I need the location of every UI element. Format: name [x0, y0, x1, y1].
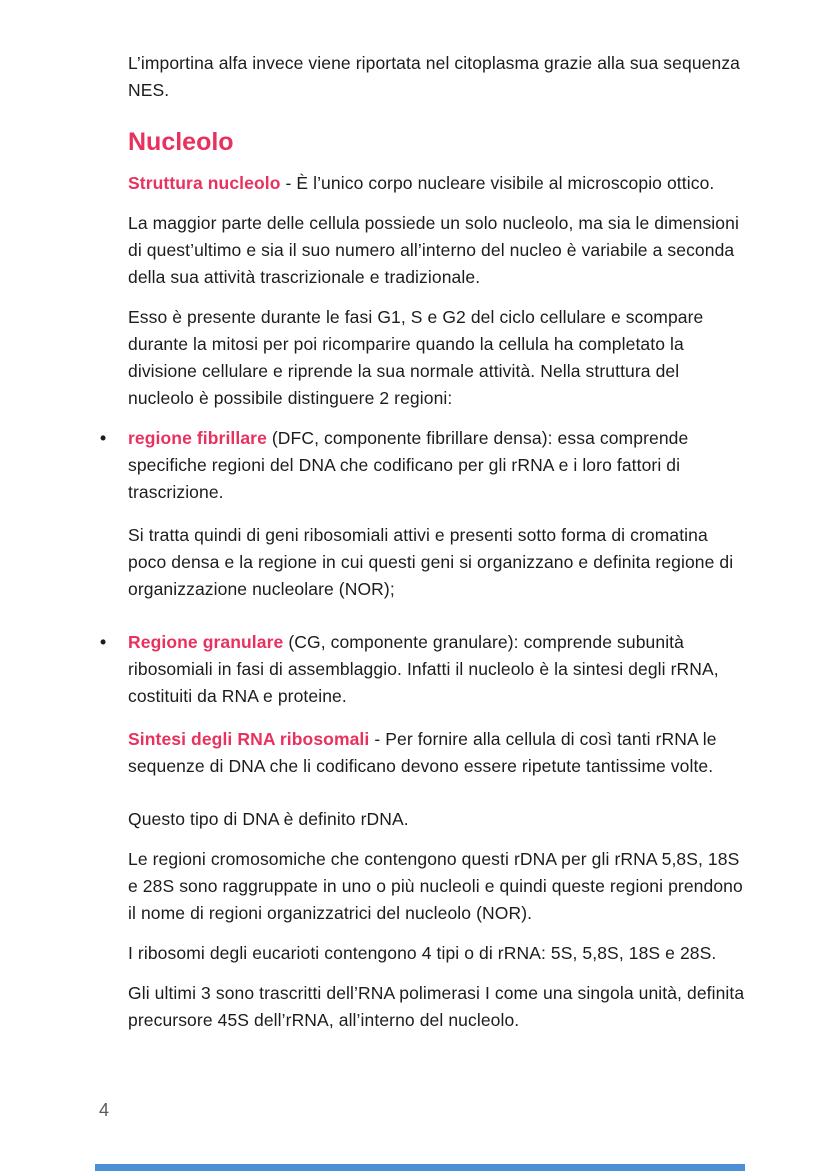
paragraph-importina: L’importina alfa invece viene riportata nel citoplasma grazie alla sua sequenza NES.: [128, 53, 740, 100]
struttura-nucleolo-lead: Struttura nucleolo: [128, 173, 281, 193]
paragraph-questo-tipo: Questo tipo di DNA è definito rDNA.: [128, 809, 409, 829]
regione-granulare-lead: Regione granulare: [128, 632, 284, 652]
paragraph-ultimi-tre: Gli ultimi 3 sono trascritti dell’RNA polimerasi I come una singola unità, definita precursore 45S dell’rRNA, all’interno del nucleolo.: [128, 983, 745, 1030]
paragraph-sintesi-rna: [128, 726, 748, 780]
page-number: 4: [99, 1100, 110, 1120]
bullet-body: [128, 425, 748, 616]
paragraph-esso-presente: Esso è presente durante le fasi G1, S e G2 del ciclo cellulare e scompare durante la mitosi per poi ricomparire quando la cellula ha completato la divisione cellulare e riprende la sua normale attività. Nella struttura del nucleolo è possibile distinguere 2 regioni:: [128, 307, 704, 408]
bullet-icon: •: [100, 428, 107, 448]
bullet-item-regione-granulare: [100, 629, 748, 793]
bullet-item-regione-fibrillare: [100, 425, 748, 616]
paragraph-maggior-parte: La maggior parte delle cellula possiede un solo nucleolo, ma sia le dimensioni di quest’ultimo e sia il suo numero all’interno del nucleo è variabile a seconda della sua attività trascrizionale e tradizionale.: [128, 213, 739, 287]
next-page-top-edge: [95, 1164, 745, 1171]
paragraph-si-tratta: Si tratta quindi di geni ribosomiali attivi e presenti sotto forma di cromatina poco densa e la regione in cui questi geni si organizzano e definita regione di organizzazione nucleolare (NOR);: [128, 525, 734, 599]
section-heading-nucleolo: Nucleolo: [128, 128, 234, 156]
paragraph-regioni-cromosomiche: Le regioni cromosomiche che contengono questi rDNA per gli rRNA 5,8S, 18S e 28S sono raggruppate in uno o più nucleoli e quindi queste regioni prendono il nome di regioni organizzatrici del nucleolo (NOR).: [128, 849, 743, 923]
paragraph-regione-fibrillare: [128, 425, 748, 506]
struttura-nucleolo-text: - È l’unico corpo nucleare visibile al microscopio ottico.: [280, 173, 715, 193]
regione-fibrillare-lead: regione fibrillare: [128, 428, 267, 448]
sintesi-rna-text: - Per fornire alla cellula di così tanti rRNA le sequenze di DNA che li codificano devono essere ripetute tantissime volte.: [128, 729, 717, 776]
paragraph-ribosomi: I ribosomi degli eucarioti contengono 4 tipi o di rRNA: 5S, 5,8S, 18S e 28S.: [128, 943, 717, 963]
sintesi-rna-lead: Sintesi degli RNA ribosomali: [128, 729, 370, 749]
paragraph-struttura-nucleolo: [128, 170, 748, 197]
paragraph-regione-granulare: [128, 629, 748, 710]
bullet-icon: •: [100, 632, 107, 652]
bullet-body: [128, 629, 748, 793]
regione-granulare-text: (CG, componente granulare): comprende subunità ribosomiali in fasi di assemblaggio. Infatti il nucleolo è la sintesi degli rRNA, costituiti da RNA e proteine.: [128, 632, 719, 706]
regione-fibrillare-text: (DFC, componente fibrillare densa): essa comprende specifiche regioni del DNA che codificano per gli rRNA e i loro fattori di trascrizione.: [128, 428, 689, 502]
